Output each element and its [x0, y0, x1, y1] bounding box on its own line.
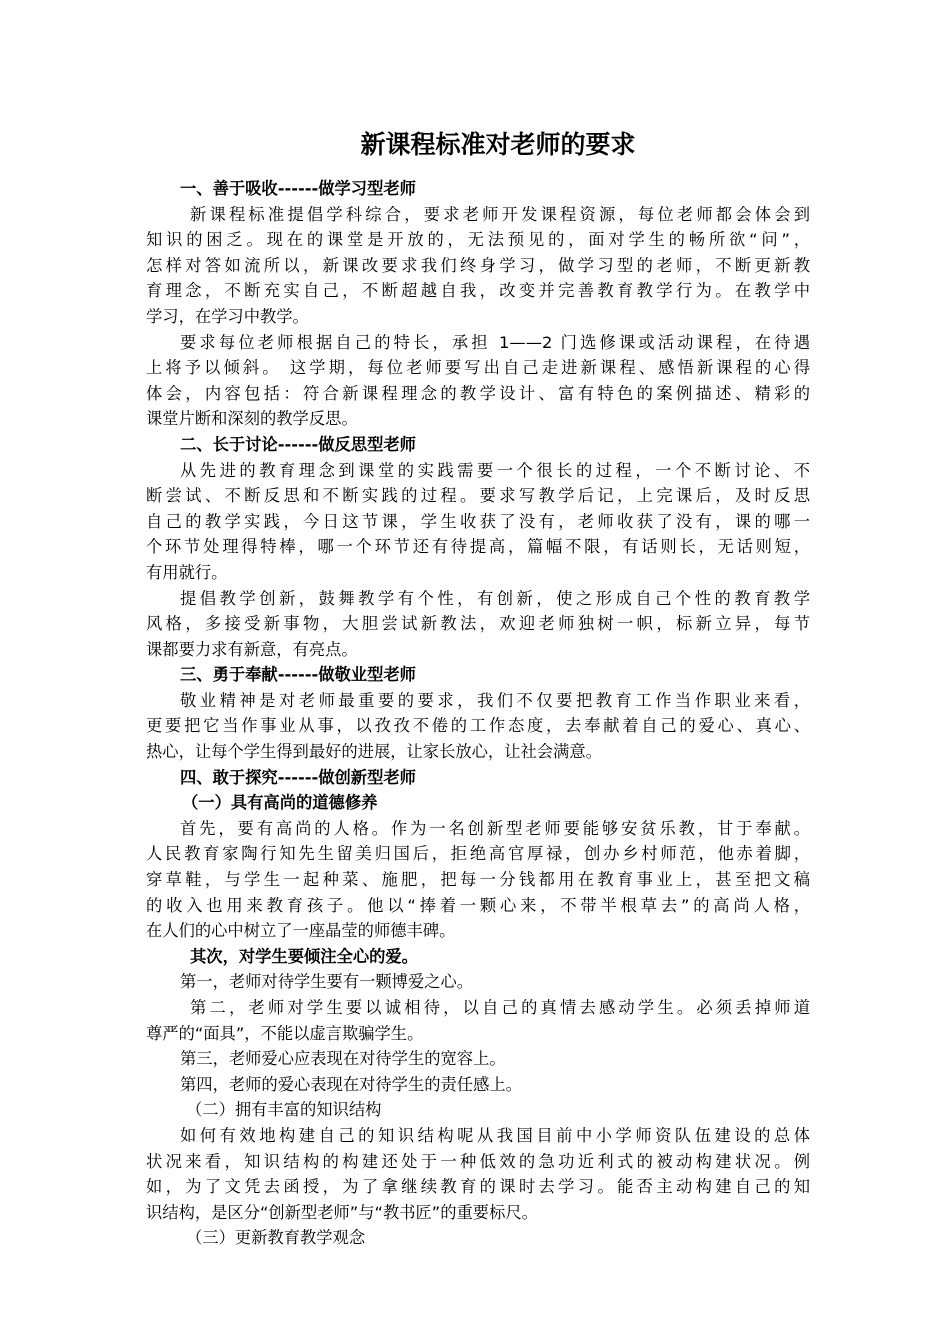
- paragraph-line: 从先进的教育理念到课堂的实践需要一个很长的过程，一个不断讨论、不: [180, 460, 810, 480]
- document-title: 新课程标准对老师的要求: [360, 130, 636, 159]
- paragraph-line: 知识的困乏。现在的课堂是开放的，无法预见的，面对学生的畅所欲“问”，: [146, 230, 810, 250]
- paragraph-line: 第三，老师爱心应表现在对待学生的宽容上。: [180, 1049, 506, 1069]
- paragraph-line: 在人们的心中树立了一座晶莹的师德丰碑。: [146, 921, 456, 941]
- paragraph-line: 育理念，不断充实自己，不断超越自我，改变并完善教育教学行为。在教学中: [146, 281, 810, 301]
- document-body: [146, 176, 810, 1251]
- section-heading: 三、勇于奉献------做敬业型老师: [180, 665, 416, 685]
- paragraph-line: 穿草鞋，与学生一起种菜、施肥，把每一分钱都用在教育事业上，甚至把文稿: [146, 870, 810, 890]
- section-heading: 二、长于讨论------做反思型老师: [180, 434, 416, 454]
- paragraph-line: 提倡教学创新，鼓舞教学有个性，有创新，使之形成自己个性的教育教学: [180, 588, 810, 608]
- paragraph-line: 怎样对答如流所以，新课改要求我们终身学习，做学习型的老师，不断更新教: [146, 255, 810, 275]
- section-heading: 一、善于吸收------做学习型老师: [180, 179, 416, 198]
- paragraph-line: 课都要力求有新意，有亮点。: [146, 639, 358, 659]
- paragraph-line: 有用就行。: [146, 562, 228, 582]
- paragraph-line: 的收入也用来教育孩子。他以“捧着一颗心来，不带半根草去”的高尚人格，: [146, 895, 810, 915]
- paragraph-line: 第一，老师对待学生要有一颗博爱之心。: [180, 972, 474, 992]
- paragraph-line: 首先，要有高尚的人格。作为一名创新型老师要能够安贫乐教，甘于奉献。: [180, 818, 810, 838]
- section-heading: 四、敢于探究------做创新型老师: [180, 767, 416, 787]
- emphasis-line: 其次，对学生要倾注全心的爱。: [190, 946, 418, 966]
- paragraph-line: 第四，老师的爱心表现在对待学生的责任感上。: [180, 1074, 522, 1094]
- paragraph-line: 热心，让每个学生得到最好的进展，让家长放心，让社会满意。: [146, 742, 602, 762]
- paragraph-line: 状况来看，知识结构的构建还处于一种低效的急功近利式的被动构建状况。例: [146, 1151, 810, 1171]
- paragraph-line: 风格，多接受新事物，大胆尝试新教法，欢迎老师独树一帜，标新立异，每节: [146, 614, 810, 634]
- paragraph-line: 识结构，是区分“创新型老师”与“教书匠”的重要标尺。: [146, 1202, 538, 1222]
- subsection-heading: （一）具有高尚的道德修养: [182, 793, 378, 813]
- paragraph-line: 要求每位老师根据自己的特长，承担 1——2 门选修课或活动课程，在待遇: [180, 332, 810, 352]
- paragraph-line: 课堂片断和深刻的教学反思。: [146, 409, 358, 429]
- paragraph-line: 学习，在学习中教学。: [146, 306, 309, 326]
- paragraph-line: 更要把它当作事业从事，以孜孜不倦的工作态度，去奉献着自己的爱心、真心、: [146, 716, 810, 736]
- paragraph-line: 敬业精神是对老师最重要的要求，我们不仅要把教育工作当作职业来看，: [180, 690, 810, 710]
- paragraph-line: 自己的教学实践，今日这节课，学生收获了没有，老师收获了没有，课的哪一: [146, 511, 810, 531]
- paragraph-line: 断尝试、不断反思和不断实践的过程。要求写教学后记，上完课后，及时反思: [146, 486, 810, 506]
- paragraph-line: 如何有效地构建自己的知识结构呢从我国目前中小学师资队伍建设的总体: [180, 1125, 810, 1145]
- paragraph-line: 尊严的“面具”，不能以虚言欺骗学生。: [146, 1023, 424, 1043]
- paragraph-line: 体会，内容包括：符合新课程理念的教学设计、富有特色的案例描述、精彩的: [146, 383, 810, 403]
- document-page: [146, 128, 810, 1251]
- paragraph-line: 第二，老师对学生要以诚相待，以自己的真情去感动学生。必须丢掉师道: [190, 998, 810, 1017]
- paragraph-line: 人民教育家陶行知先生留美归国后，拒绝高官厚禄，创办乡村师范，他赤着脚，: [146, 844, 810, 864]
- subsection-heading: （三）更新教育教学观念: [186, 1228, 366, 1248]
- paragraph-line: 上将予以倾斜。 这学期，每位老师要写出自己走进新课程、感悟新课程的心得: [146, 358, 810, 378]
- paragraph-line: 个环节处理得特棒，哪一个环节还有待提高，篇幅不限，有话则长，无话则短，: [146, 537, 810, 557]
- subsection-heading: （二）拥有丰富的知识结构: [186, 1100, 382, 1120]
- paragraph-line: 新课程标准提倡学科综合，要求老师开发课程资源，每位老师都会体会到: [190, 204, 810, 224]
- paragraph-line: 如，为了文凭去函授，为了拿继续教育的课时去学习。能否主动构建自己的知: [146, 1177, 810, 1197]
